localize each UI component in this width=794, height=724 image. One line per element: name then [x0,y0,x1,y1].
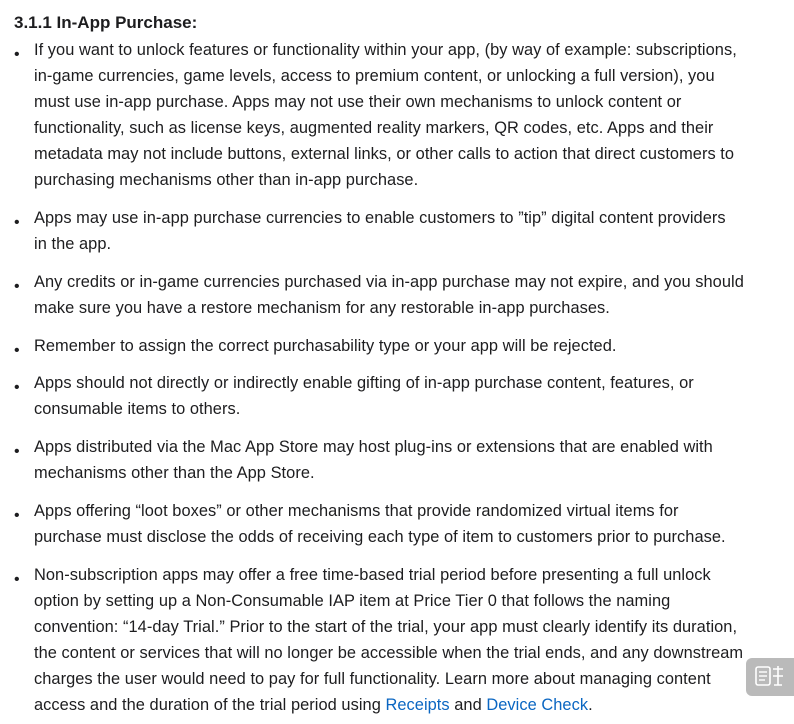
list-item-text [34,37,792,193]
list-item-text [34,562,792,718]
device-check-link[interactable]: Device Check [486,696,589,714]
list-item-text [34,333,792,359]
bullet-icon: • [14,507,20,524]
text-line [34,692,792,718]
bullet-icon: • [14,214,20,231]
text-line: the content or services that will no longer be accessible when the trial ends, and any downstream [34,644,744,662]
text-line: in-game currencies, game levels, access to premium content, or unlocking a full version), you [34,67,715,85]
text-segment: and [449,696,487,714]
text-segment: . [588,696,593,714]
text-line: Apps should not directly or indirectly enable gifting of in-app purchase content, features, or [34,374,694,392]
section-heading: 3.1.1 In-App Purchase: [14,13,198,32]
text-line: option by setting up a Non-Consumable IAP item at Price Tier 0 that follows the naming [34,592,671,610]
text-line: Non-subscription apps may offer a free time-based trial period before presenting a full unlock [34,566,711,584]
text-line: purchasing mechanisms other than in-app purchase. [34,171,419,189]
text-line: functionality, such as license keys, augmented reality markers, QR codes, etc. Apps and their [34,119,714,137]
site-logo-glyph-icon [754,663,786,691]
list-item-text [34,498,792,550]
bullet-icon: • [14,571,20,588]
text-line: make sure you have a restore mechanism for any restorable in-app purchases. [34,299,610,317]
bullet-icon: • [14,342,20,359]
site-logo-icon [746,658,794,696]
text-line: must use in-app purchase. Apps may not use their own mechanisms to unlock content or [34,93,682,111]
text-line: metadata may not include buttons, external links, or other calls to action that direct customers to [34,145,735,163]
text-line: Apps may use in-app purchase currencies to enable customers to ”tip” digital content providers [34,209,726,227]
text-line: convention: “14-day Trial.” Prior to the start of the trial, your app must clearly identify its duration, [34,618,738,636]
bullet-icon: • [14,443,20,460]
text-line: Any credits or in-game currencies purchased via in-app purchase may not expire, and you should [34,273,744,291]
bullet-icon: • [14,46,20,63]
receipts-link[interactable]: Receipts [385,696,450,714]
list-item-text [34,269,792,321]
text-line: Apps offering “loot boxes” or other mechanisms that provide randomized virtual items for [34,502,679,520]
list-item-text [34,370,792,422]
text-line: consumable items to others. [34,400,241,418]
text-segment: access and the duration of the trial period using [34,696,386,714]
text-line: Remember to assign the correct purchasability type or your app will be rejected. [34,337,617,355]
text-line: purchase must disclose the odds of receiving each type of item to customers prior to purchase. [34,528,726,546]
text-line: in the app. [34,235,112,253]
list-item-text [34,205,792,257]
list-item-text [34,434,792,486]
text-line: If you want to unlock features or functionality within your app, (by way of example: subscriptions, [34,41,737,59]
text-line: Apps distributed via the Mac App Store may host plug-ins or extensions that are enabled with [34,438,713,456]
text-line: charges the user would need to pay for full functionality. Learn more about managing content [34,670,711,688]
text-line: mechanisms other than the App Store. [34,464,315,482]
bullet-icon: • [14,379,20,396]
bullet-icon: • [14,278,20,295]
